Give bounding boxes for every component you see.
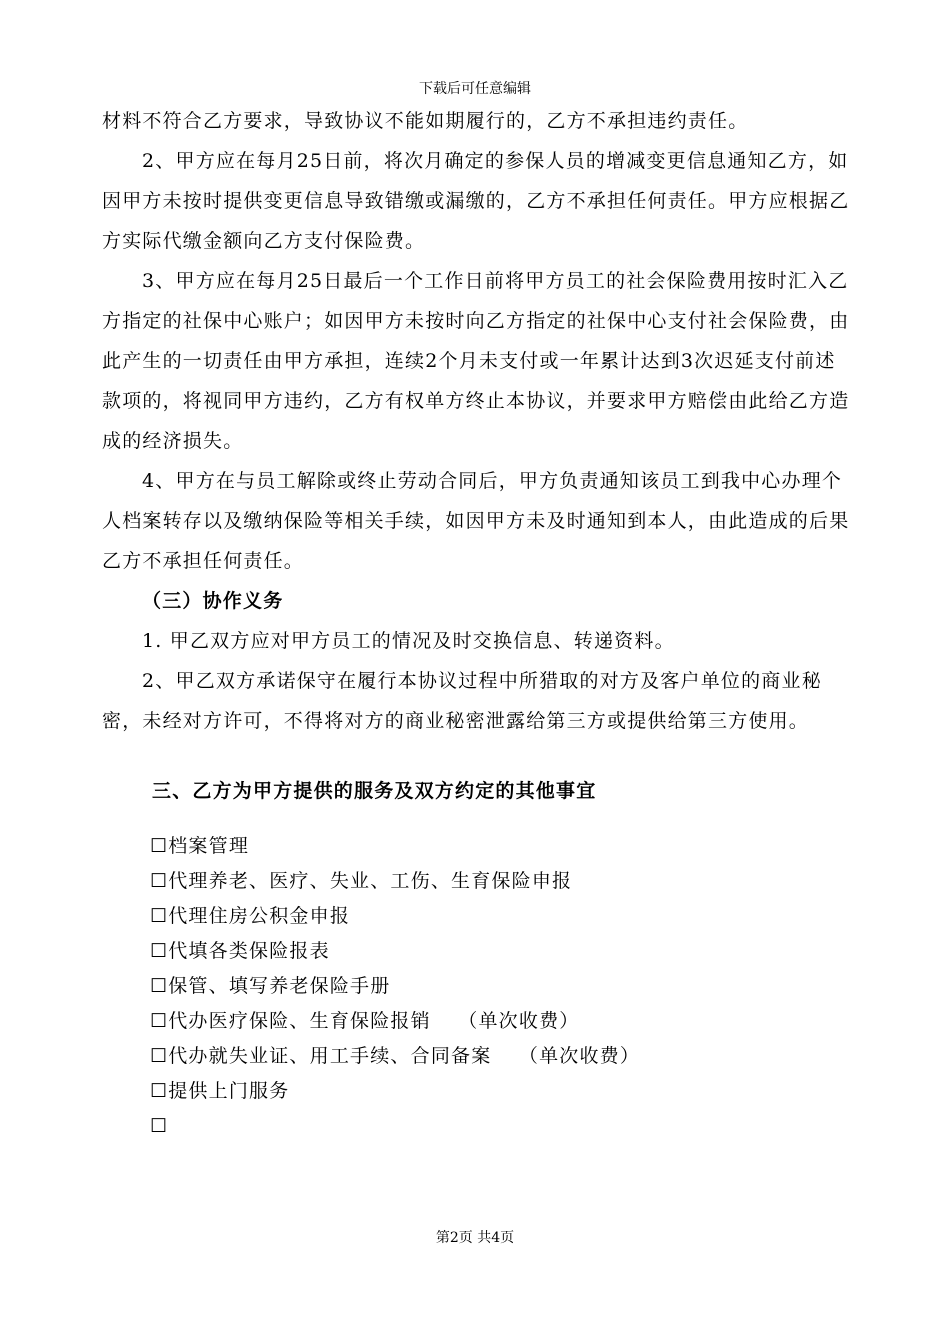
page-footer: 第2页 共4页	[435, 1230, 515, 1246]
checklist-item-insurance-declare[interactable]: ☐代理养老、医疗、失业、工伤、生育保险申报	[150, 870, 573, 892]
page-header: 下载后可任意编辑	[419, 81, 531, 97]
checklist-item-insurance-forms[interactable]: ☐代填各类保险报表	[150, 940, 330, 962]
checklist-item-medical-reimburse[interactable]: ☐代办医疗保险、生育保险报销 （单次收费）	[150, 1010, 580, 1032]
checklist-item-blank[interactable]: ☐	[150, 1115, 169, 1137]
paragraph-clause-4: 4、甲方在与员工解除或终止劳动合同后，甲方负责通知该员工到我中心办理个人档案转存以及缴纳保险等相关手续，如因甲方未及时通知到本人，由此造成的后果乙方不承担任何责任。	[102, 470, 850, 572]
paragraph-coop-2: 2、甲乙双方承诺保守在履行本协议过程中所猎取的对方及客户单位的商业秘密，未经对方许可，不得将对方的商业秘密泄露给第三方或提供给第三方使用。	[102, 670, 822, 732]
checklist-item-archive[interactable]: ☐档案管理	[150, 835, 250, 857]
document-body	[102, 101, 854, 1144]
checklist-item-onsite-service[interactable]: ☐提供上门服务	[150, 1080, 290, 1102]
service-checklist	[102, 829, 854, 1144]
paragraph-coop-1: 1. 甲乙双方应对甲方员工的情况及时交换信息、转递资料。	[142, 630, 675, 652]
subheading-cooperation: （三）协作义务	[142, 590, 284, 612]
paragraph-clause-3: 3、甲方应在每月25日最后一个工作日前将甲方员工的社会保险费用按时汇入乙方指定的社保中心账户；如因甲方未按时向乙方指定的社保中心支付社会保险费，由此产生的一切责任由甲方承担，连续2个月未支付或一年累计达到3次迟延支付前述款项的，将视同甲方违约，乙方有权单方终止本协议，并要求甲方赔偿由此给乙方造成的经济损失。	[102, 270, 850, 452]
paragraph-clause-2: 2、甲方应在每月25日前，将次月确定的参保人员的增减变更信息通知乙方，如因甲方未按时提供变更信息导致错缴或漏缴的，乙方不承担任何责任。甲方应根据乙方实际代缴金额向乙方支付保险费。	[102, 150, 850, 252]
checklist-item-employment-cert[interactable]: ☐代办就失业证、用工手续、合同备案 （单次收费）	[150, 1045, 641, 1067]
paragraph-continuation: 材料不符合乙方要求，导致协议不能如期履行的，乙方不承担违约责任。	[102, 110, 749, 132]
section-heading-services: 三、乙方为甲方提供的服务及双方约定的其他事宜	[152, 780, 597, 802]
checklist-item-housing-fund[interactable]: ☐代理住房公积金申报	[150, 905, 351, 927]
checklist-item-pension-handbook[interactable]: ☐保管、填写养老保险手册	[150, 975, 391, 997]
